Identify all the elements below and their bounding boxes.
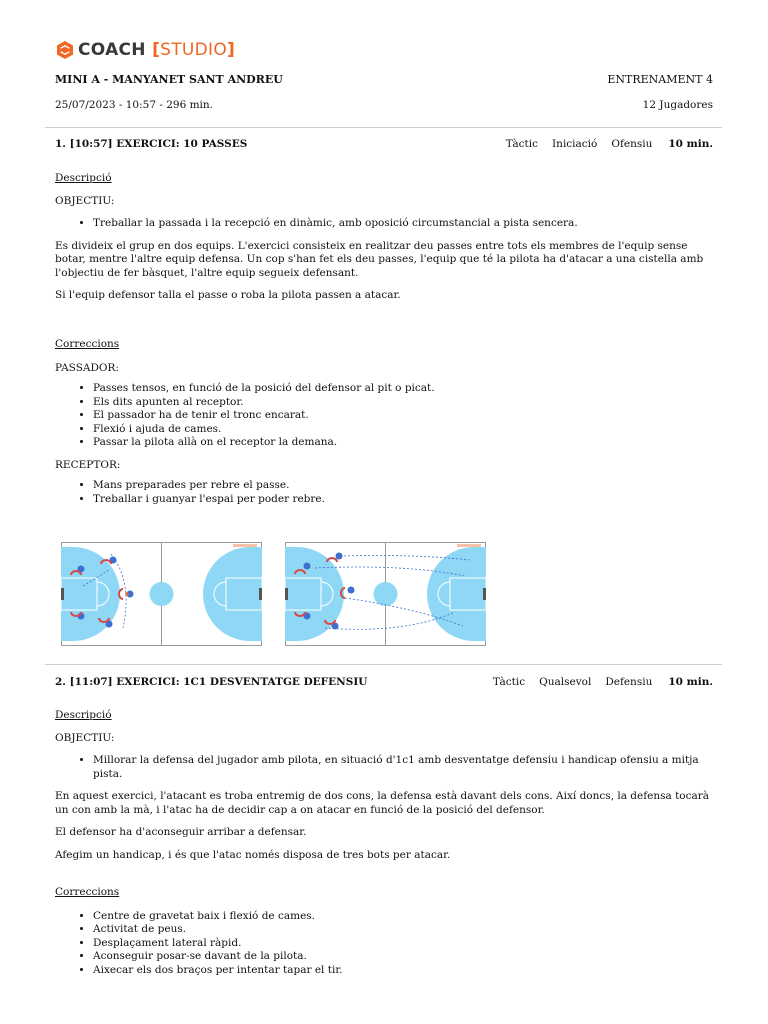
- list-item: • Millorar la defensa del jugador amb pilota, en situació d'1c1 amb desventatge defensiu i handicap ofensiu a mitja pista.: [93, 754, 717, 781]
- session-meta: [55, 99, 713, 111]
- tag-phase: Ofensiu: [611, 138, 653, 150]
- objective-label: OBJECTIU:: [55, 731, 115, 744]
- list-item: • Desplaçament lateral ràpid.: [93, 937, 717, 951]
- exercise-tags: [506, 138, 713, 150]
- list-item: • Centre de gravetat baix i flexió de cames.: [93, 910, 717, 924]
- player-count: 12 Jugadores: [642, 99, 713, 111]
- list-item: • Activitat de peus.: [93, 923, 717, 937]
- exercise-duration: 10 min.: [668, 676, 713, 688]
- objective-label: OBJECTIU:: [55, 194, 115, 207]
- coach-studio-logo-icon: [55, 40, 75, 60]
- divider: [45, 664, 722, 665]
- list-item: • Passes tensos, en funció de la posició del defensor al pit o picat.: [93, 382, 717, 396]
- section-heading: Descripció: [55, 172, 112, 184]
- session-datetime: 25/07/2023 - 10:57 - 296 min.: [55, 99, 214, 111]
- exercise-header: [55, 138, 713, 150]
- divider: [45, 127, 722, 128]
- brand-wordmark: COACH [STUDIO]: [78, 40, 236, 60]
- corrections-list: [55, 382, 717, 450]
- team-name: MINI A - MANYANET SANT ANDREU: [55, 73, 283, 86]
- section-heading: Correccions: [55, 338, 120, 350]
- court-diagram-1: [61, 542, 262, 646]
- tag-type: Tàctic: [492, 676, 526, 688]
- list-item: • Els dits apunten al receptor.: [93, 396, 717, 410]
- exercise-tags: [493, 676, 713, 688]
- list-item: • Flexió i ajuda de cames.: [93, 423, 717, 437]
- tag-type: Tàctic: [505, 138, 539, 150]
- corrections-list: [55, 910, 717, 978]
- list-item: • Treballar la passada i la recepció en dinàmic, amb oposició circumstancial a pista sencera.: [93, 217, 717, 231]
- section-heading: Correccions: [55, 886, 120, 898]
- description-paragraph: Afegim un handicap, i és que l'atac només disposa de tres bots per atacar.: [55, 848, 451, 861]
- objective-list: [55, 754, 717, 781]
- group-label: PASSADOR:: [55, 361, 119, 374]
- list-item: • Aconseguir posar-se davant de la pilota.: [93, 950, 717, 964]
- session-header: [55, 73, 713, 86]
- exercise-duration: 10 min.: [668, 138, 713, 150]
- exercise-description: [55, 172, 717, 303]
- session-label: ENTRENAMENT 4: [607, 73, 713, 86]
- tag-level: Iniciació: [552, 138, 598, 150]
- description-paragraph: En aquest exercici, l'atacant es troba entremig de dos cons, la defensa està davant dels cons. Així doncs, la defensa tocarà un con amb la mà, i l'atac ha de decidir cap a on atacar en funció de la posició del defensor.: [55, 790, 710, 816]
- tag-level: Qualsevol: [539, 676, 592, 688]
- exercise-title: 2. [11:07] EXERCICI: 1C1 DESVENTATGE DEFENSIU: [55, 676, 368, 688]
- group-label: RECEPTOR:: [55, 458, 121, 471]
- exercise-corrections: [55, 886, 717, 977]
- exercise-title: 1. [10:57] EXERCICI: 10 PASSES: [55, 138, 248, 150]
- description-paragraph: Si l'equip defensor talla el passe o roba la pilota passen a atacar.: [55, 289, 401, 301]
- list-item: • El passador ha de tenir el tronc encarat.: [93, 409, 717, 423]
- description-paragraph: Es divideix el grup en dos equips. L'exercici consisteix en realitzar deu passes entre tots els membres de l'equip sense botar, mentre l'altre equip defensa. Un cop s'han fet els deu passes, l'equip que té la pilota ha d'atacar a una cistella amb l'objectiu de fer bàsquet, l'altre equip segueix defensant.: [55, 239, 704, 279]
- exercise-description: [55, 709, 717, 862]
- list-item: • Mans preparades per rebre el passe.: [93, 479, 717, 493]
- exercise-header: [55, 676, 713, 688]
- tag-phase: Defensiu: [605, 676, 653, 688]
- list-item: • Aixecar els dos braços per intentar tapar el tir.: [93, 964, 717, 978]
- objective-list: [55, 217, 717, 231]
- exercise-corrections: [55, 338, 717, 506]
- corrections-list: [55, 479, 717, 506]
- court-diagram-2: [285, 542, 486, 646]
- list-item: • Passar la pilota allà on el receptor la demana.: [93, 436, 717, 450]
- brand-logo: [55, 38, 235, 62]
- list-item: • Treballar i guanyar l'espai per poder rebre.: [93, 493, 717, 507]
- description-paragraph: El defensor ha d'aconseguir arribar a defensar.: [55, 826, 307, 838]
- section-heading: Descripció: [55, 709, 112, 721]
